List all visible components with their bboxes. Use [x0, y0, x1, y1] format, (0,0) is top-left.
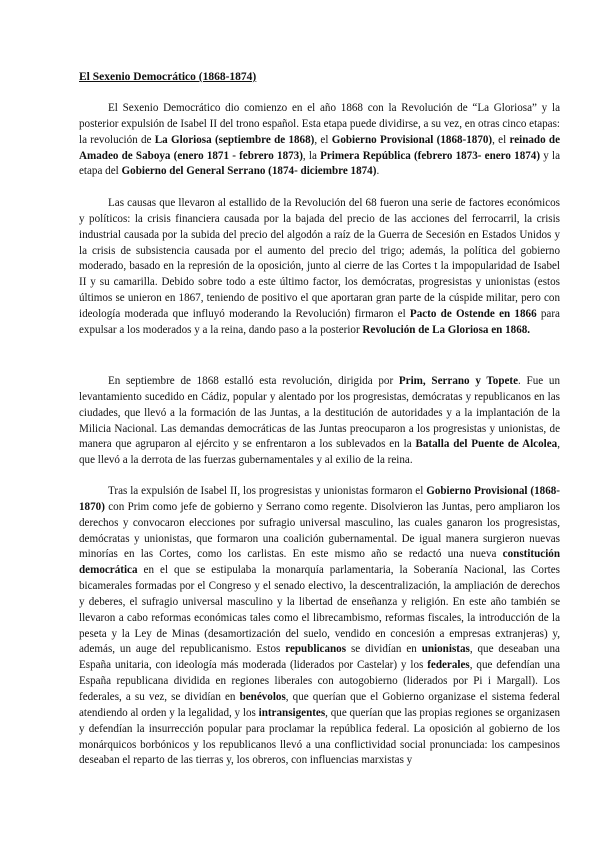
text-run: , la [302, 149, 321, 162]
bold-term: unionistas [421, 643, 470, 656]
text-run: . Fue un levantamiento sucedido en Cádiz, popular y alentado por los progresistas, demócratas y republicanos en las ciudades, que llevó a la formación de las Juntas, a la destitución de autoridades y a la implantación de la Milicia Nacional. Las demandas democráticas de las Juntas preocuparon a los progresistas y unionistas, de manera que agruparon al ejército y se enfrentaron a los sublevados en la [79, 375, 561, 451]
text-run: , que querían que las propias regiones se organizasen y defendían la insurrección popular para proclamar la república federal. La oposición al gobierno de los monárquicos borbónicos y los republicanos llevó a una conflictividad social pronunciada: los campesinos deseaban el reparto de las tierras y, los obreros, con influencias marxistas y [79, 706, 561, 767]
bold-term: reinado de Amadeo de Saboya (enero 1871 - febrero 1873) [79, 133, 561, 162]
bold-term: Revolución de La Gloriosa en 1868. [362, 323, 531, 336]
text-run: En septiembre de 1868 estalló esta revolución, dirigida por [108, 375, 399, 387]
text-run: Las causas que llevaron al estallido de la Revolución del 68 fueron una serie de factores económicos y políticos: la crisis financiera causada por la bajada del precio de las acciones del ferrocarril, la crisis industrial causada por la subida del precio del algodón a raíz de la Guerra de Secesión en Estados Unidos y la crisis de subsistencia causada por el aumento del precio del trigo; además, la política del gobierno moderado, basado en la represión de la oposición, junto al cierre de las Cortes t la impopularidad de Isabel II y su camarilla. Debido sobre todo a este último factor, los demócratas, progresistas y unionistas (estos últimos se unieron en 1867, teniendo de positivo el que aportaran gran parte de la cúspide militar, pero con ideología moderada que influyó moderando la Revolución) firmaron el [79, 197, 560, 320]
text-run: , el [314, 133, 332, 146]
text-run: , que querían que el Gobierno organizase el sistema federal atendiendo al orden y la legalidad, y los [79, 690, 561, 719]
text-run: para expulsar a los moderados y a la reina, dando paso a la posterior [79, 307, 560, 336]
bold-term: La Gloriosa (septiembre de 1868) [154, 133, 315, 146]
paragraph-stages [79, 101, 560, 180]
text-run: El Sexenio Democrático dio comienzo en el año 1868 con la Revolución de “La Gloriosa” y la posterior expulsión de Isabel II del trono español. Esta etapa puede dividirse, a su vez, en otras cinco etapas: la revolución de [79, 102, 560, 146]
text-run: en el que se estipulaba la monarquía parlamentaria, la Soberanía Nacional, las Cortes bicamerales formadas por el Congreso y el senado electivo, la descentralización, la ampliación de derechos y deberes, el sufragio universal masculino y la libertad de enseñanza y religión. En este año también se llevaron a cabo reformas económicas tales como el librecambismo, reformas fiscales, la introducción de la peseta y la Ley de Minas (desamortización del suelo, vendido en concesión a empresas extranjeras) y, además, un auge del republicanismo. Estos [79, 564, 560, 656]
paragraph-causes [79, 196, 560, 339]
text-run: , el [492, 133, 510, 146]
text-run: con Prim como jefe de gobierno y Serrano como regente. Disolvieron las Juntas, pero ampliaron los derechos y convocaron elecciones por sufragio universal masculino, las cuales ganaron los progresistas, demócratas y unionistas, que formaron una coalición gubernamental. De igual manera surgieron nuevas minorías en las Cortes, como los carlistas. En este mismo año se redactó una nueva [79, 500, 560, 561]
text-run: , que defendían una España republicana dividida en regiones liberales con autogobierno (liderados por Pi i Margall). Los federales, a su vez, se dividían en [79, 659, 560, 703]
text-run: Tras la expulsión de Isabel II, los progresistas y unionistas formaron el [108, 485, 427, 497]
document-title: El Sexenio Democrático (1868-1874) [79, 71, 257, 83]
bold-term: Gobierno Provisional (1868-1870) [79, 485, 560, 513]
text-run: , que deseaban una España unitaria, con ideología más moderada (liderados por Castelar) y los [79, 643, 560, 672]
text-run: . [376, 165, 380, 178]
bold-term: Pacto de Ostende en 1866 [409, 307, 537, 320]
bold-term: benévolos [239, 690, 286, 703]
bold-term: Batalla del Puente de Alcolea [415, 438, 558, 451]
paragraph-provisional-government [79, 484, 560, 769]
bold-term: Gobierno Provisional (1868-1870) [331, 133, 493, 146]
bold-term: republicanos [285, 643, 347, 656]
bold-term: Primera República (febrero 1873- enero 1874) [320, 149, 541, 162]
bold-term: Gobierno del General Serrano (1874- diciembre 1874) [121, 165, 377, 178]
bold-term: Prim, Serrano y Topete [398, 375, 519, 387]
text-run: se dividían en [346, 643, 422, 656]
paragraph-revolution [79, 374, 560, 469]
bold-term: intransigentes [258, 706, 326, 719]
bold-term: constitución democrática [79, 548, 560, 577]
bold-term: federales [427, 659, 470, 672]
text-run: y la etapa del [79, 149, 560, 178]
text-run: , que llevó a la derrota de las fuerzas gubernamentales y al exilio de la reina. [79, 438, 560, 467]
